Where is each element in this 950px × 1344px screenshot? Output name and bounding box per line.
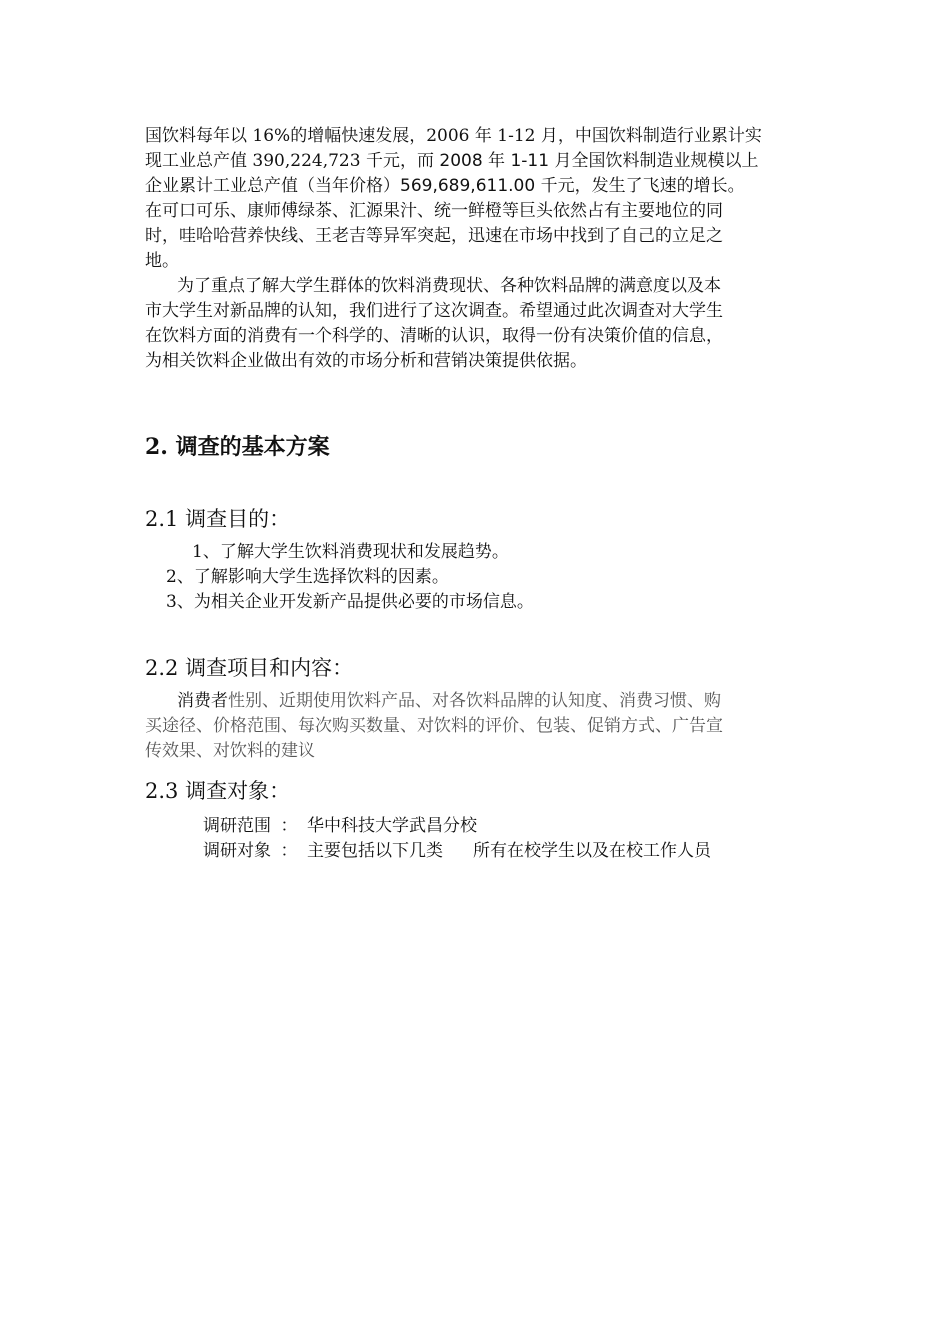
intro-line-3-text-a: 企业累计工业总产值（当年价格） [145,176,400,196]
intro-output-value: 569,689,611.00 [400,176,536,196]
purpose-line-2: 市大学生对新品牌的认知，我们进行了这次调查。希望通过此次调查对大学生 [145,301,723,321]
survey-scope-label: 调研范围 [203,816,271,836]
purpose-line-3: 在饮料方面的消费有一个科学的、清晰的认识，取得一份有决策价值的信息， [145,326,723,346]
intro-line-4: 在可口可乐、康师傅绿茶、汇源果汁、统一鲜橙等巨头依然占有主要地位的同 [145,201,723,221]
section-2-heading: 2. 调查的基本方案 [145,434,330,460]
survey-target-detail: 所有在校学生以及在校工作人员 [473,841,711,861]
purpose-line-4: 为相关饮料企业做出有效的市场分析和营销决策提供依据。 [145,351,587,371]
survey-scope-colon: ： [280,816,298,836]
purpose-line-1: 为了重点了解大学生群体的饮料消费现状、各种饮料品牌的满意度以及本 [177,276,721,296]
intro-line-1: 国饮料每年以 16%的增幅快速发展，2006 年 1-12 月，中国饮料制造行业累计实 [145,126,762,146]
survey-target-label: 调研对象 [203,841,271,861]
intro-line-2-text-e: 月全国饮料制造业规模以上 [549,151,759,171]
intro-year-2008: 2008 [439,151,483,171]
intro-months-range: 1-11 [510,151,550,171]
intro-line-3 [145,174,805,199]
goal-item-1: 1、了解大学生饮料消费现状和发展趋势。 [192,542,509,562]
section-2-2-heading: 2.2 调查项目和内容： [145,656,354,680]
survey-content-line-1-text: 性别、近期使用饮料产品、对各饮料品牌的认知度、消费习惯、购 [228,691,721,711]
intro-line-3-text-c: 千元，发生了飞速的增长。 [535,176,745,196]
section-2-3-heading: 2.3 调查对象： [145,779,291,803]
survey-content-lead: 消费者 [177,691,228,711]
goal-item-2: 2、了解影响大学生选择饮料的因素。 [166,567,449,587]
survey-target-colon: ： [280,841,298,861]
section-2-1-heading: 2.1 调查目的： [145,507,291,531]
intro-line-2 [145,149,805,174]
purpose-paragraph [145,274,805,374]
survey-content-line-2: 买途径、价格范围、每次购买数量、对饮料的评价、包装、促销方式、广告宣 [145,716,723,736]
survey-content-line-1 [145,689,805,714]
survey-content-line-3: 传效果、对饮料的建议 [145,741,315,761]
survey-target-value: 主要包括以下几类 [307,841,443,861]
survey-target-row [203,839,711,864]
survey-scope-row [203,814,477,839]
survey-content-paragraph [145,689,805,764]
goal-item-3: 3、为相关企业开发新产品提供必要的市场信息。 [166,592,534,612]
intro-paragraph [145,124,805,274]
intro-line-2-text-c: 年 [482,151,511,171]
survey-scope-value: 华中科技大学武昌分校 [307,816,477,836]
intro-line-5: 时，哇哈哈营养快线、王老吉等异军突起，迅速在市场中找到了自己的立足之 [145,226,723,246]
intro-line-2-text-a: 现工业总产值 390,224,723 千元，而 [145,151,440,171]
intro-line-6: 地。 [145,251,179,271]
